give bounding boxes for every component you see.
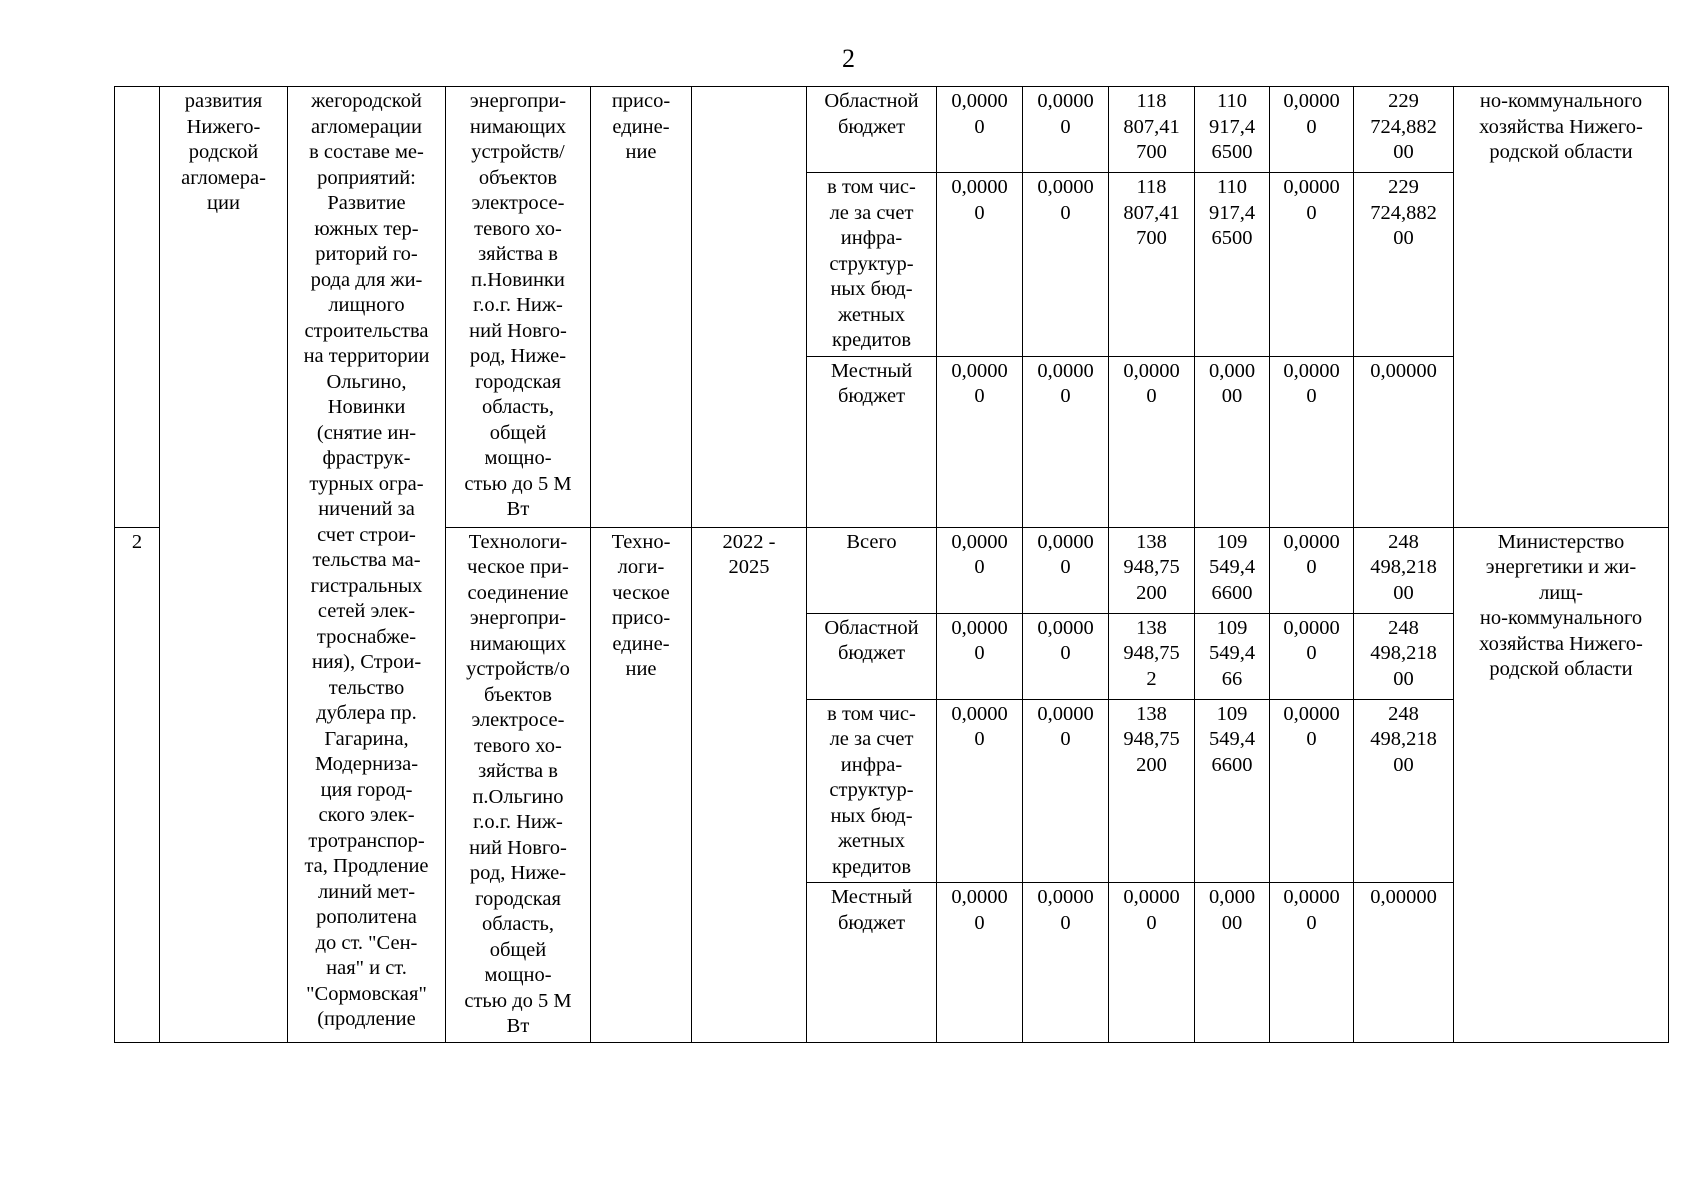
total-cell: 0,00000 (1354, 883, 1454, 1043)
value-cell: 0,0000 0 (1023, 173, 1109, 357)
funding-source: Местный бюджет (807, 356, 937, 527)
row-number-cell-1 (115, 87, 160, 528)
value-cell: 109 549,4 66 (1195, 613, 1270, 699)
value-cell: 0,0000 0 (1270, 613, 1354, 699)
type-cell-1: присо- едине- ние (591, 87, 692, 528)
value-cell: 0,0000 0 (1023, 527, 1109, 613)
funding-source: в том чис- ле за счет инфра- структур- ных бюд- жетных кредитов (807, 173, 937, 357)
responsible-cell-1: но-коммунального хозяйства Нижего- родской области (1454, 87, 1669, 528)
funding-source: в том чис- ле за счет инфра- структур- ных бюд- жетных кредитов (807, 699, 937, 883)
value-cell: 0,0000 0 (1270, 883, 1354, 1043)
value-cell: 0,0000 0 (1270, 173, 1354, 357)
value-cell: 138 948,75 200 (1109, 699, 1195, 883)
value-cell: 0,0000 0 (1270, 527, 1354, 613)
value-cell: 0,0000 0 (1023, 613, 1109, 699)
value-cell: 138 948,75 200 (1109, 527, 1195, 613)
value-cell: 118 807,41 700 (1109, 173, 1195, 357)
page-number: 2 (842, 44, 855, 73)
value-cell: 0,0000 0 (1023, 87, 1109, 173)
funding-source: Областной бюджет (807, 613, 937, 699)
value-cell: 0,0000 0 (1109, 883, 1195, 1043)
value-cell: 0,0000 0 (1023, 356, 1109, 527)
value-cell: 110 917,4 6500 (1195, 173, 1270, 357)
total-cell: 0,00000 (1354, 356, 1454, 527)
funding-source: Всего (807, 527, 937, 613)
funding-source: Местный бюджет (807, 883, 937, 1043)
value-cell: 0,0000 0 (1023, 883, 1109, 1043)
value-cell: 0,0000 0 (1109, 356, 1195, 527)
responsible-cell-2: Министерство энергетики и жи- лищ- но-коммунального хозяйства Нижего- родской области (1454, 527, 1669, 1043)
value-cell: 0,000 00 (1195, 883, 1270, 1043)
period-cell-1 (692, 87, 807, 528)
value-cell: 0,0000 0 (937, 883, 1023, 1043)
value-cell: 0,0000 0 (937, 527, 1023, 613)
value-cell: 0,0000 0 (1023, 699, 1109, 883)
value-cell: 0,0000 0 (937, 87, 1023, 173)
object-cell-2: Технологи- ческое при- соединение энергопри- нимающих устройств/о бъектов электросе- тевого хо- зяйства в п.Ольгино г.о.г. Ниж- ний Новго- род, Ниже- городская область, общей мощно- стью до 5 М Вт (446, 527, 591, 1043)
total-cell: 229 724,882 00 (1354, 173, 1454, 357)
value-cell: 0,0000 0 (1270, 699, 1354, 883)
value-cell: 109 549,4 6600 (1195, 699, 1270, 883)
row-number-cell-2: 2 (115, 527, 160, 1043)
funding-source: Областной бюджет (807, 87, 937, 173)
value-cell: 0,0000 0 (937, 173, 1023, 357)
object-cell-1: энергопри- нимающих устройств/ объектов электросе- тевого хо- зяйства в п.Новинки г.о.г. Ниж- ний Новго- род, Ниже- городская область, общей мощно- стью до 5 М Вт (446, 87, 591, 528)
type-cell-2: Техно- логи- ческое присо- едине- ние (591, 527, 692, 1043)
value-cell: 109 549,4 6600 (1195, 527, 1270, 613)
value-cell: 0,0000 0 (1270, 356, 1354, 527)
total-cell: 229 724,882 00 (1354, 87, 1454, 173)
program-table (114, 86, 1669, 1043)
value-cell: 0,0000 0 (937, 699, 1023, 883)
value-cell: 0,0000 0 (937, 356, 1023, 527)
value-cell: 0,000 00 (1195, 356, 1270, 527)
description-cell: жегородской агломерации в составе ме- роприятий: Развитие южных тер- риторий го- рода для жи- лищного строительства на территории Ольгино, Новинки (снятие ин- фраструк- турных огра- ничений за счет строи- тельства ма- гистральных сетей элек- троснабже- ния), Строи- тельство дублера пр. Гагарина, Модерниза- ция город- ского элек- тротранспор- та, Продление линий мет- рополитена до ст. "Сен- ная" и ст. "Сормовская" (продление (288, 87, 446, 1043)
total-cell: 248 498,218 00 (1354, 527, 1454, 613)
value-cell: 138 948,75 2 (1109, 613, 1195, 699)
program-cell: развития Нижего- родской агломера- ции (160, 87, 288, 1043)
value-cell: 118 807,41 700 (1109, 87, 1195, 173)
value-cell: 0,0000 0 (1270, 87, 1354, 173)
total-cell: 248 498,218 00 (1354, 613, 1454, 699)
value-cell: 110 917,4 6500 (1195, 87, 1270, 173)
period-cell-2: 2022 - 2025 (692, 527, 807, 1043)
total-cell: 248 498,218 00 (1354, 699, 1454, 883)
value-cell: 0,0000 0 (937, 613, 1023, 699)
